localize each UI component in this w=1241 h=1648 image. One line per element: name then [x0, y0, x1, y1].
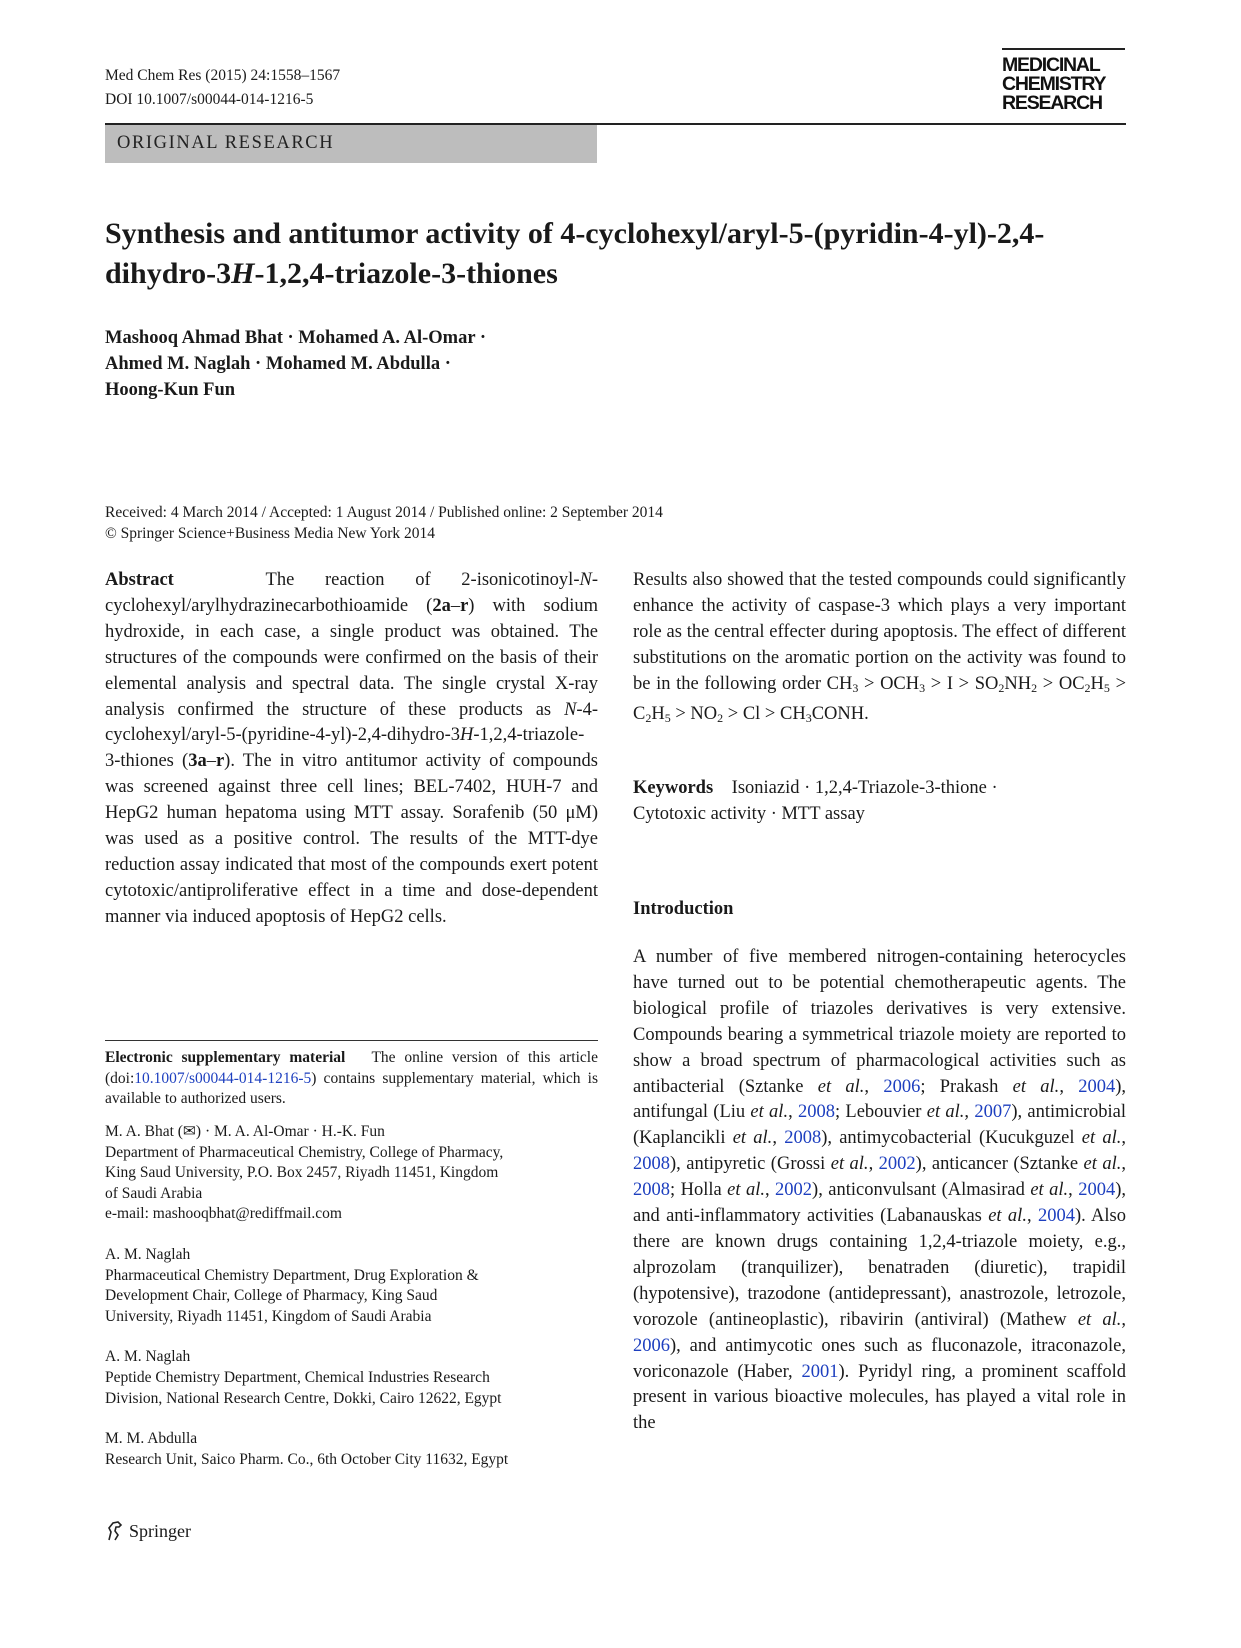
authors-line: Mashooq Ahmad Bhat · Mohamed A. Al-Omar · [105, 328, 487, 348]
affiliation-line: Division, National Research Centre, Dokki, Cairo 12622, Egypt [105, 1389, 502, 1407]
citation-link[interactable]: 2004 [1078, 1180, 1116, 1201]
citation-link[interactable]: 2004 [1078, 1076, 1116, 1097]
abstract-italic: N [579, 570, 592, 590]
affiliation-line: King Saud University, P.O. Box 2457, Riyadh 11451, Kingdom [105, 1164, 499, 1182]
citation-link[interactable]: 2004 [1037, 1206, 1075, 1227]
publication-dates [105, 502, 663, 544]
citation-link[interactable]: 2007 [974, 1102, 1012, 1123]
affiliation-line: A. M. Naglah [105, 1245, 191, 1263]
citation-link[interactable]: 2008 [633, 1180, 670, 1201]
logo-line: RESEARCH [1002, 92, 1102, 114]
abstract [105, 568, 598, 931]
abstract-label: Abstract [105, 570, 174, 590]
title-part: -1,2,4-triazole-3-thiones [254, 257, 558, 290]
affiliation-line: Department of Pharmaceutical Chemistry, College of Pharmacy, [105, 1143, 504, 1161]
affiliation-line: Development Chair, College of Pharmacy, King Saud [105, 1287, 438, 1305]
abstract-text: -cyclohexyl/arylhydrazinecarbothioamide ( [105, 570, 598, 616]
authors [105, 325, 486, 403]
abstract-continuation [633, 568, 1126, 731]
affiliation-line: Pharmaceutical Chemistry Department, Drug Exploration & [105, 1266, 479, 1284]
abstract-text: -1,2,4-triazole-3-thiones ( [105, 725, 585, 772]
doi-link[interactable]: 10.1007/s00044-014-1216-5 [134, 1069, 312, 1087]
affiliation-block [105, 1122, 598, 1225]
journal-citation: Med Chem Res (2015) 24:1558–1567 [105, 67, 341, 84]
citation-link[interactable]: 2006 [883, 1076, 921, 1097]
abstract-text: – [450, 595, 461, 616]
affiliations [105, 1122, 598, 1490]
introduction-body: A number of five membered nitrogen-containing heterocycles have turned out to be potential chemotherapeutic agents. The biological profile of triazoles derivatives is very extensive. Compounds bearing a symmetrical triazole moiety are reported to show a broad spectrum of pharmacological activities such as antibacterial (Sztanke et al., 2006; Prakash et al., 2004), antifungal (Liu et al., 2008; Lebouvier et al., 2007), antimicrobial (Kaplancikli et al., 2008), antimycobacterial (Kucukguzel et al., 2008), antipyretic (Grossi et al., 2002), anticancer (Sztanke et al., 2008; Holla et al., 2002), anticonvulsant (Almasirad et al., 2004), and anti-inflammatory activities (Labanauskas et al., 2004). Also there are known drugs containing 1,2,4-triazole moiety, e.g., alprozolam (tranquilizer), benatraden (diuretic), trapidil (hypotensive), trazodone (antidepressant), anastrozole, letrozole, vorozole (antineoplastic), ribavirin (antiviral) (Mathew et al., 2006), and antimycotic ones such as fluconazole, itraconazole, voriconazole (Haber, 2001). Pyridyl ring, a prominent scaffold present in various bioactive molecules, has played a vital role in the [633, 947, 1127, 1434]
affiliation-line: Peptide Chemistry Department, Chemical Industries Research [105, 1368, 490, 1386]
compound-ref: 2a [432, 595, 451, 616]
logo-line: MEDICINAL [1002, 54, 1100, 76]
citation-link[interactable]: 2002 [775, 1180, 813, 1201]
affiliation-line: of Saudi Arabia [105, 1184, 203, 1202]
abstract-text: The reaction of 2-isonicotinoyl- [265, 570, 580, 590]
abstract-italic: H [459, 725, 474, 746]
introduction-heading: Introduction [633, 899, 734, 919]
dates-line: Received: 4 March 2014 / Accepted: 1 August 2014 / Published online: 2 September 2014 [105, 504, 663, 521]
keywords [633, 776, 1126, 828]
springer-horse-icon [105, 1520, 125, 1542]
esm-rule [105, 1040, 598, 1041]
esm-text: The online version of this article (doi: [105, 1049, 598, 1087]
keywords-line [633, 776, 1126, 802]
authors-line: Hoong-Kun Fun [105, 380, 236, 400]
journal-logo [1002, 48, 1125, 113]
affiliation-line: M. M. Abdulla [105, 1430, 198, 1448]
publisher-footer [105, 1520, 191, 1542]
citation-link[interactable]: 2002 [878, 1154, 916, 1175]
compound-ref: r [460, 595, 469, 616]
citation-link[interactable]: 2008 [784, 1128, 822, 1149]
affiliation-line: University, Riyadh 11451, Kingdom of Saudi Arabia [105, 1307, 432, 1325]
affiliation-block [105, 1245, 598, 1327]
doi: DOI 10.1007/s00044-014-1216-5 [105, 91, 314, 108]
affiliation-email[interactable]: e-mail: mashooqbhat@rediffmail.com [105, 1205, 342, 1223]
abstract-text: Results also showed that the tested compounds could significantly enhance the activity of caspase-3 which plays a very important role as the central effecter during apoptosis. The effect of different substitutions on the aromatic portion on the activity was found to be in the following order [633, 570, 1126, 694]
compound-ref: r [215, 751, 225, 772]
affiliation-block [105, 1429, 598, 1470]
abstract-text: ) with sodium hydroxide, in each case, a single product was obtained. The structures of the compounds were confirmed on the basis of their elemental analysis and spectral data. The single crystal X-ray analysis confirmed the structure of these products as [105, 595, 599, 720]
affiliation-line: Research Unit, Saico Pharm. Co., 6th October City 11632, Egypt [105, 1450, 509, 1468]
keywords-text: Isoniazid · 1,2,4-Triazole-3-thione · [731, 778, 998, 798]
esm-note [105, 1048, 598, 1110]
abstract-text: ). The in vitro antitumor activity of compounds was screened against three cell lines; BEL-7402, HUH-7 and HepG2 human hepatoma using MTT assay. Sorafenib (50 μM) was used as a positive control. The results of the MTT-dye reduction assay indicated that most of the compounds exert potent cytotoxic/antiproliferative effect in a time and dose-dependent manner via induced apoptosis of HepG2 cells. [105, 751, 598, 927]
citation-link[interactable]: 2008 [798, 1102, 835, 1123]
esm-label: Electronic supplementary material [105, 1049, 346, 1066]
citation-link[interactable]: 2006 [633, 1335, 670, 1356]
affiliation-block [105, 1347, 598, 1409]
authors-line: Ahmed M. Naglah · Mohamed M. Abdulla · [105, 354, 451, 374]
abstract-text: – [206, 751, 216, 772]
copyright: © Springer Science+Business Media New York 2014 [105, 525, 436, 542]
abstract-italic: N [564, 699, 577, 720]
esm-text: ) contains supplementary material, which is available to authorized users. [105, 1069, 598, 1108]
section-label: ORIGINAL RESEARCH [117, 133, 335, 153]
abstract-text: -4-cyclohexyl/aryl-5-(pyridine-4-yl)-2,4-dihydro-3 [105, 699, 598, 746]
article-title [105, 214, 1105, 294]
substituent-order: $CH_3 > OCH_3 > I > SO_2NH_2 > OC_2H_5 > C_2H_5 > NO_2 > Cl$ > $CH_3CONH$. [633, 673, 1126, 725]
keywords-label: Keywords [633, 778, 714, 798]
citation-link[interactable]: 2008 [633, 1154, 670, 1175]
affiliation-line: A. M. Naglah [105, 1348, 191, 1366]
affiliation-line: M. A. Bhat (✉) · M. A. Al-Omar · H.-K. Fun [105, 1123, 385, 1140]
logo-line: CHEMISTRY [1002, 73, 1106, 95]
compound-ref: 3a [188, 751, 207, 772]
citation-link[interactable]: 2001 [801, 1361, 839, 1382]
title-part: Synthesis and antitumor activity of 4-cyclohexyl/aryl-5-(pyridin-4-yl)-2,4-dihydro-3 [105, 217, 1045, 290]
publisher-name: Springer [129, 1520, 191, 1541]
journal-meta [105, 64, 340, 112]
title-italic: H [231, 257, 255, 290]
keywords-line: Cytotoxic activity · MTT assay [633, 803, 865, 824]
